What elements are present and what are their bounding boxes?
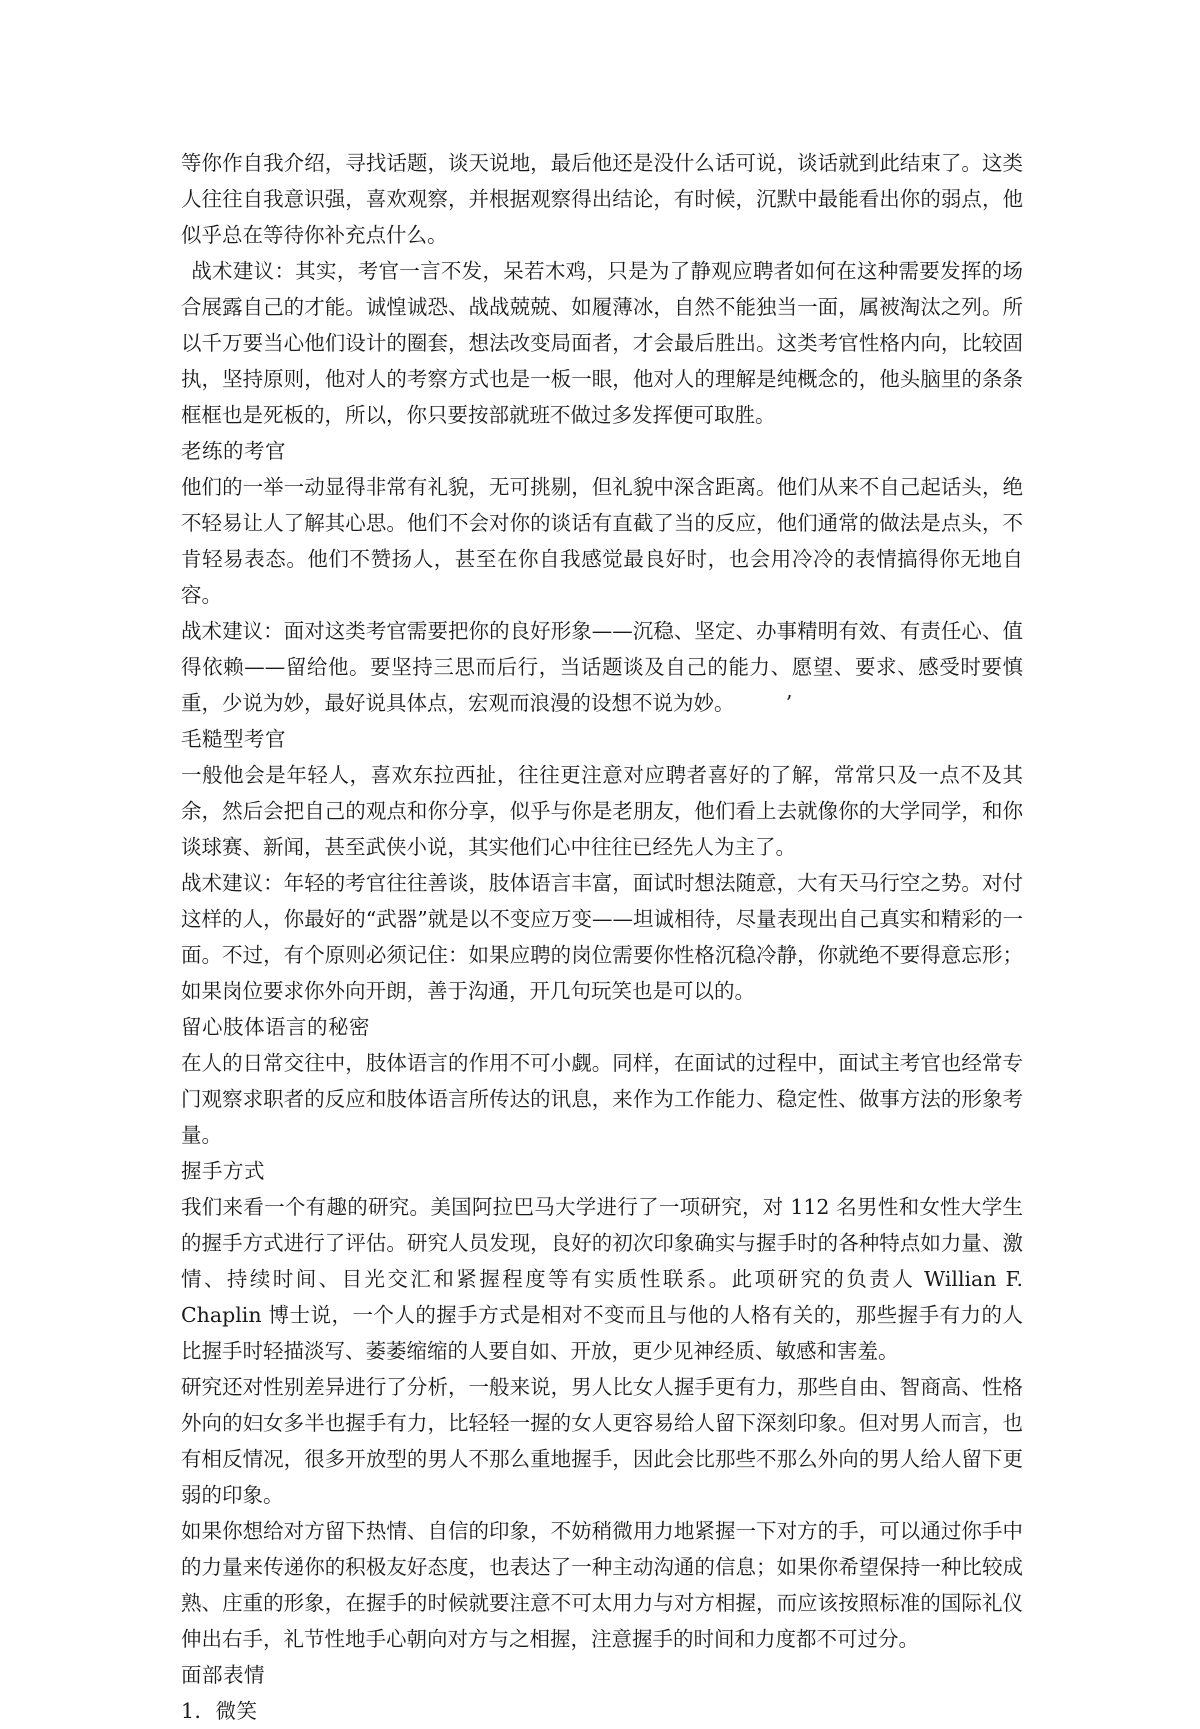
paragraph-silent-examiner-advice: 战术建议：其实，考官一言不发，呆若木鸡，只是为了静观应聘者如何在这种需要发挥的场合展露自己的才能。诚惶诚恐、战战兢兢、如履薄冰，自然不能独当一面，属被淘汰之列。所以千万要当心他们设计的圈套，想法改变局面者，才会最后胜出。这类考官性格内向，比较固执，坚持原则，他对人的考察方式也是一板一眼，他对人的理解是纯概念的，他头脑里的条条框框也是死板的，所以，你只要按部就班不做过多发挥便可取胜。 <box>181 259 1023 427</box>
paragraph-experienced-examiner-advice: 战术建议：面对这类考官需要把你的良好形象——沉稳、坚定、办事精明有效、有责任心、值得依赖——留给他。要坚持三思而后行，当话题谈及自己的能力、愿望、要求、感受时要慎重，少说为妙，最好说具体点，宏观而浪漫的设想不说为妙。 ’ <box>181 619 1023 715</box>
paragraph-body-language-intro: 在人的日常交往中，肢体语言的作用不可小觑。同样，在面试的过程中，面试主考官也经常专门观察求职者的反应和肢体语言所传达的讯息，来作为工作能力、稳定性、做事方法的形象考量。 <box>181 1051 1023 1147</box>
paragraph-careless-examiner-advice: 战术建议：年轻的考官往往善谈，肢体语言丰富，面试时想法随意，大有天马行空之势。对付这样的人，你最好的“武器”就是以不变应万变——坦诚相待，尽量表现出自己真实和精彩的一面。不过，有个原则必须记住：如果应聘的岗位需要你性格沉稳冷静，你就绝不要得意忘形；如果岗位要求你外向开朗，善于沟通，开几句玩笑也是可以的。 <box>181 871 1023 1003</box>
paragraph-experienced-examiner-description: 他们的一举一动显得非常有礼貌，无可挑剔，但礼貌中深含距离。他们从来不自己起话头，绝不轻易让人了解其心思。他们不会对你的谈话有直截了当的反应，他们通常的做法是点头，不肯轻易表态。他们不赞扬人，甚至在你自我感觉最良好时，也会用冷冷的表情搞得你无地自容。 <box>181 475 1023 607</box>
paragraph-silent-examiner-description: 等你作自我介绍，寻找话题，谈天说地，最后他还是没什么话可说，谈话就到此结束了。这类人往往自我意识强，喜欢观察，并根据观察得出结论，有时候，沉默中最能看出你的弱点，他似乎总在等待你补充点什么。 <box>181 151 1023 247</box>
paragraph-careless-examiner-description: 一般他会是年轻人，喜欢东拉西扯，往往更注意对应聘者喜好的了解，常常只及一点不及其余，然后会把自己的观点和你分享，似乎与你是老朋友，他们看上去就像你的大学同学，和你谈球赛、新闻，甚至武侠小说，其实他们心中往往已经先人为主了。 <box>181 763 1023 859</box>
document-body <box>181 145 1023 1729</box>
paragraph-handshake-gender: 研究还对性别差异进行了分析，一般来说，男人比女人握手更有力，那些自由、智商高、性格外向的妇女多半也握手有力，比轻轻一握的女人更容易给人留下深刻印象。但对男人而言，也有相反情况，很多开放型的男人不那么重地握手，因此会比那些不那么外向的男人给人留下更弱的印象。 <box>181 1375 1023 1507</box>
list-item-smile: 1．微笑 <box>181 1699 258 1723</box>
heading-handshake: 握手方式 <box>181 1159 265 1183</box>
heading-experienced-examiner: 老练的考官 <box>181 439 286 463</box>
heading-body-language: 留心肢体语言的秘密 <box>181 1015 370 1039</box>
paragraph-handshake-study: 我们来看一个有趣的研究。美国阿拉巴马大学进行了一项研究，对 112 名男性和女性大学生的握手方式进行了评估。研究人员发现，良好的初次印象确实与握手时的各种特点如力量、激情、持续时间、目光交汇和紧握程度等有实质性联系。此项研究的负责人 Willian F. Chaplin 博士说，一个人的握手方式是相对不变而且与他的人格有关的，那些握手有力的人比握手时轻描淡写、萎萎缩缩的人要自如、开放，更少见神经质、敏感和害羞。 <box>181 1195 1023 1363</box>
heading-facial-expression: 面部表情 <box>181 1663 265 1687</box>
heading-careless-examiner: 毛糙型考官 <box>181 727 286 751</box>
paragraph-handshake-advice: 如果你想给对方留下热情、自信的印象，不妨稍微用力地紧握一下对方的手，可以通过你手中的力量来传递你的积极友好态度，也表达了一种主动沟通的信息；如果你希望保持一种比较成熟、庄重的形象，在握手的时候就要注意不可太用力与对方相握，而应该按照标准的国际礼仪伸出右手，礼节性地手心朝向对方与之相握，注意握手的时间和力度都不可过分。 <box>181 1519 1023 1651</box>
